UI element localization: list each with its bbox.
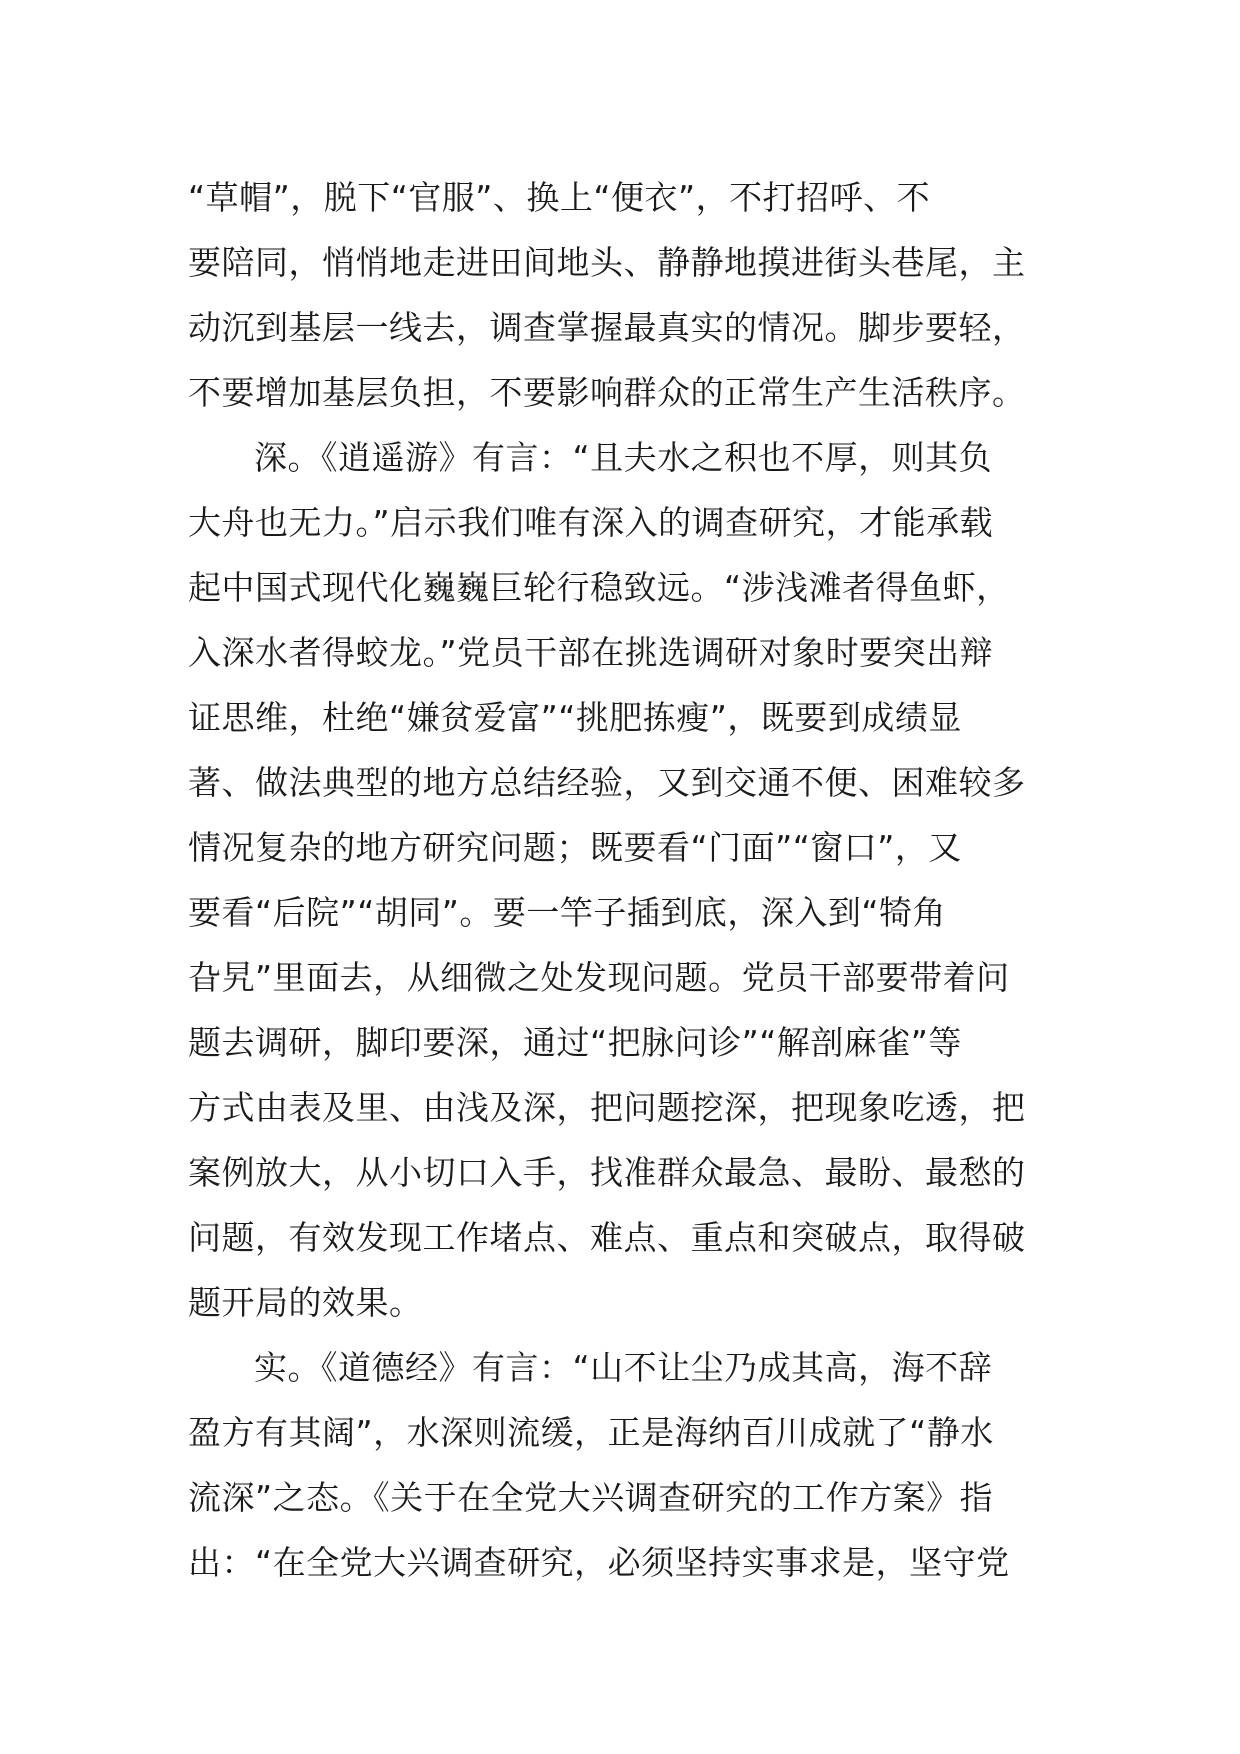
text-line: 动沉到基层一线去，调查掌握最真实的情况。脚步要轻，: [188, 308, 1026, 347]
text-line: 盈方有其阔”，水深则流缓，正是海纳百川成就了“静水: [188, 1413, 994, 1452]
text-line: 方式由表及里、由浅及深，把问题挖深，把现象吃透，把: [188, 1088, 1026, 1127]
text-line: 旮旯”里面去，从细微之处发现问题。党员干部要带着问: [188, 958, 1010, 997]
text-line: 起中国式现代化巍巍巨轮行稳致远。“涉浅滩者得鱼虾，: [188, 568, 1010, 607]
text-line: 著、做法典型的地方总结经验，又到交通不便、困难较多: [188, 763, 1026, 802]
text-line: 要陪同，悄悄地走进田间地头、静静地摸进街头巷尾，主: [188, 243, 1026, 282]
text-line: 题去调研，脚印要深，通过“把脉问诊”“解剖麻雀”等: [188, 1023, 962, 1062]
text-line: 情况复杂的地方研究问题；既要看“门面”“窗口”，又: [188, 828, 962, 867]
text-line: 案例放大，从小切口入手，找准群众最急、最盼、最愁的: [188, 1153, 1026, 1192]
text-line: 流深”之态。《关于在全党大兴调查研究的工作方案》指: [188, 1478, 994, 1517]
body-text: [188, 165, 1058, 1595]
text-line: 问题，有效发现工作堵点、难点、重点和突破点，取得破: [188, 1218, 1026, 1257]
text-line: “草帽”，脱下“官服”、换上“便衣”，不打招呼、不: [188, 178, 931, 217]
text-line: 要看“后院”“胡同”。要一竿子插到底，深入到“犄角: [188, 893, 946, 932]
text-line: 出：“在全党大兴调查研究，必须坚持实事求是，坚守党: [188, 1543, 1010, 1582]
text-line: 证思维，杜绝“嫌贫爱富”“挑肥拣瘦”，既要到成绩显: [188, 698, 962, 737]
paragraph-start-line: 深。《逍遥游》有言：“且夫水之积也不厚，则其负: [254, 438, 993, 477]
text-line: 大舟也无力。”启示我们唯有深入的调查研究，才能承载: [188, 503, 994, 542]
text-line: 不要增加基层负担，不要影响群众的正常生产生活秩序。: [188, 373, 1026, 412]
text-line: 题开局的效果。: [188, 1283, 423, 1322]
paragraph-start-line: 实。《道德经》有言：“山不让尘乃成其高，海不辞: [254, 1348, 993, 1387]
text-line: 入深水者得蛟龙。”党员干部在挑选调研对象时要突出辩: [188, 633, 994, 672]
